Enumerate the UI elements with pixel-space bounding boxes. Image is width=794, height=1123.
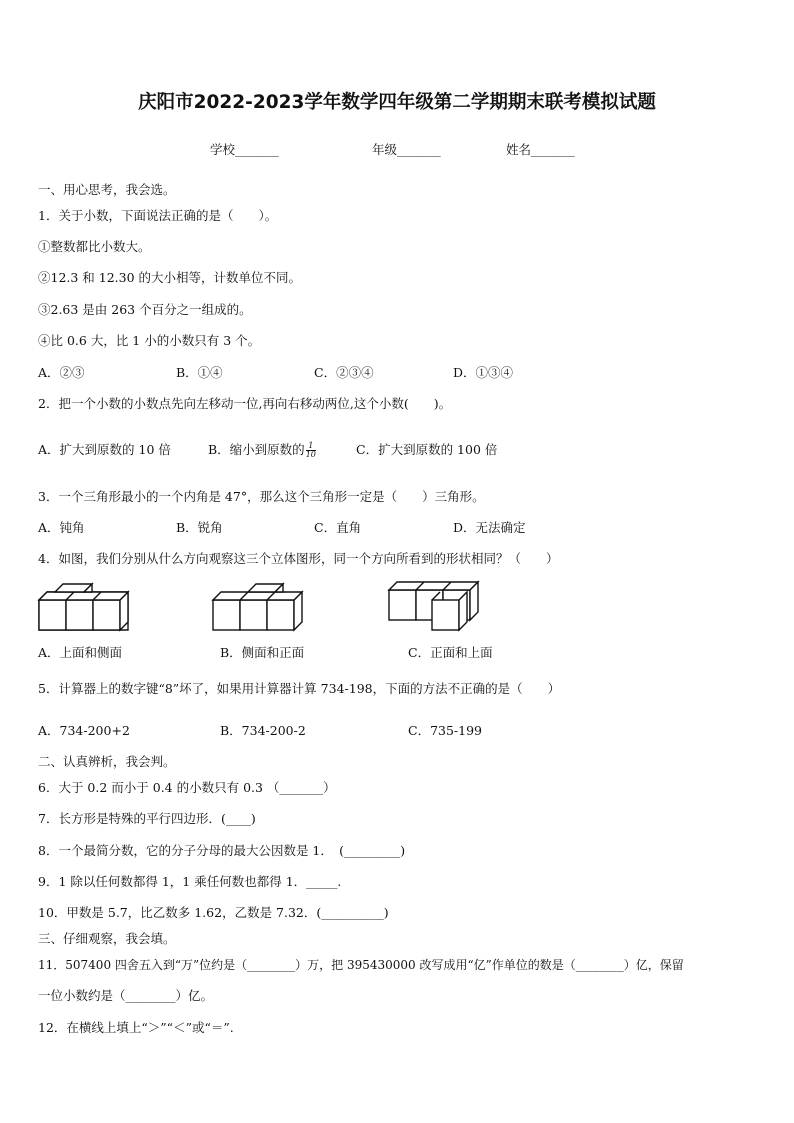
- q5-option-c: C．735-199: [408, 723, 483, 738]
- q4-option-b: B．侧面和正面: [220, 645, 305, 660]
- q3-option-c: C．直角: [314, 520, 362, 535]
- cube-figure-3: [386, 578, 486, 634]
- q1-stem: 1．关于小数，下面说法正确的是（ ）。: [38, 208, 278, 223]
- q3-option-b: B．锐角: [176, 520, 223, 535]
- grade-field: 年级_______: [372, 142, 441, 157]
- q2-option-b-text: B．缩小到原数的: [208, 442, 305, 457]
- section-2-heading: 二、认真辨析，我会判。: [38, 754, 176, 769]
- q2-option-a: A．扩大到原数的 10 倍: [38, 442, 171, 457]
- q12: 12．在横线上填上“＞”“＜”或“＝”.: [38, 1020, 234, 1035]
- q1-option-c: C．②③④: [314, 365, 374, 380]
- q1-statement-1: ①整数都比小数大。: [38, 239, 151, 254]
- q1-option-d: D．①③④: [453, 365, 514, 380]
- cube-figure-2: [210, 578, 310, 634]
- q2-option-b: [208, 442, 316, 459]
- name-field: 姓名_______: [506, 142, 575, 157]
- page-title: 庆阳市2022-2023学年数学四年级第二学期期末联考模拟试题: [138, 92, 656, 113]
- q4-option-a: A．上面和侧面: [38, 645, 123, 660]
- q10: 10．甲数是 5.7，比乙数多 1.62，乙数是 7.32．(__________): [38, 905, 389, 920]
- q2-stem: 2．把一个小数的小数点先向左移动一位,再向右移动两位,这个小数( )。: [38, 396, 452, 411]
- q7: 7．长方形是特殊的平行四边形．(____): [38, 811, 256, 826]
- q5-option-b: B．734-200-2: [220, 723, 306, 738]
- fraction-one-tenth: [306, 442, 316, 459]
- q1-option-b: B．①④: [176, 365, 223, 380]
- fraction-denominator: 10: [305, 450, 316, 459]
- section-3-heading: 三、仔细观察，我会填。: [38, 931, 176, 946]
- q11-line-1: 11．507400 四舍五入到“万”位约是（________）万，把 395430000 改写成用“亿”作单位的数是（________）亿，保留: [38, 958, 684, 972]
- q5-option-a: A．734-200+2: [38, 723, 130, 738]
- q8: 8．一个最简分数，它的分子分母的最大公因数是 1． (_________): [38, 843, 406, 858]
- q3-stem: 3．一个三角形最小的一个内角是 47°，那么这个三角形一定是（ ）三角形。: [38, 489, 485, 504]
- q9: 9．1 除以任何数都得 1，1 乘任何数也都得 1．_____.: [38, 874, 342, 889]
- q4-option-c: C．正面和上面: [408, 645, 493, 660]
- section-1-heading: 一、用心思考，我会选。: [38, 182, 176, 197]
- q3-option-a: A．钝角: [38, 520, 85, 535]
- q5-stem: 5．计算器上的数字键“8”坏了，如果用计算器计算 734-198，下面的方法不正确的是（ ）: [38, 681, 561, 696]
- fraction-numerator: 1: [306, 442, 316, 451]
- cube-figure-1: [36, 578, 136, 634]
- q11-line-2: 一位小数约是（________）亿。: [38, 988, 214, 1003]
- q1-option-a: A．②③: [38, 365, 85, 380]
- q1-statement-4: ④比 0.6 大，比 1 小的小数只有 3 个。: [38, 333, 261, 348]
- q6: 6．大于 0.2 而小于 0.4 的小数只有 0.3 （_______）: [38, 780, 336, 795]
- q1-statement-3: ③2.63 是由 263 个百分之一组成的。: [38, 302, 252, 317]
- q1-statement-2: ②12.3 和 12.30 的大小相等，计数单位不同。: [38, 270, 302, 285]
- q3-option-d: D．无法确定: [453, 520, 526, 535]
- school-field: 学校_______: [210, 142, 279, 157]
- q4-stem: 4．如图，我们分别从什么方向观察这三个立体图形，同一个方向所看到的形状相同？（ ）: [38, 551, 559, 566]
- q2-option-c: C．扩大到原数的 100 倍: [356, 442, 498, 457]
